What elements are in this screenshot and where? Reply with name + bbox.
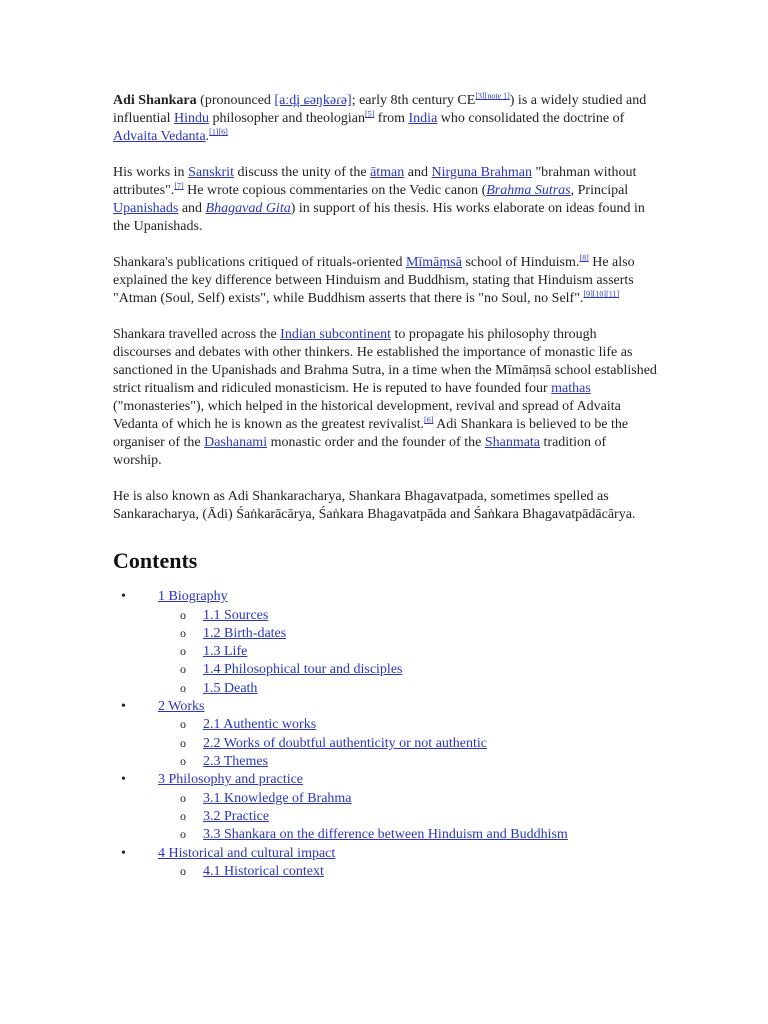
toc-subitem [158,716,658,734]
works-paragraph [113,164,658,236]
text-span: ("monasteries"), which helped in the historical development, revival and spread of Advaita Vedanta of which he is known as the greatest revivalist. [113,399,621,432]
toc-subitem [158,863,658,881]
link-upanishads[interactable]: Upanishads [113,201,179,216]
article-subject: Adi Shankara [113,93,197,108]
text-span: philosopher and theologian [209,111,365,126]
citation-link[interactable]: [8] [579,253,589,263]
text-span: and [178,201,206,216]
text-span: (pronounced [196,93,275,108]
toc-subitem [158,753,658,771]
text-span: school of Hinduism. [461,255,580,270]
link-mimamsa[interactable]: Mīmāṃsā [405,255,462,270]
critique-paragraph [113,254,658,308]
intro-paragraph [113,92,658,146]
toc-subitem [158,790,658,808]
toc-link[interactable]: 3.3 Shankara on the difference between Hinduism and Buddhism [203,827,568,843]
citation-link[interactable]: [7] [174,181,184,191]
toc-sublist [158,863,658,881]
toc-subitem [158,607,658,625]
toc-sublist [158,607,658,698]
aliases-paragraph: He is also known as Adi Shankaracharya, Shankara Bhagavatpada, sometimes spelled as Sankaracharya, (Ādi) Śaṅkarācārya, Śaṅkara Bhagavatpāda and Śaṅkara Bhagavatpādācārya. [113,489,636,522]
article-body [113,92,658,882]
text-span: tradition of worship. [113,435,607,468]
text-span: discuss the unity of the [233,165,371,180]
ipa-link[interactable]: [aːd̪i ɕəŋkəɾə] [274,93,352,108]
toc-link[interactable]: 2.3 Themes [203,754,269,770]
toc-item [113,845,658,882]
toc-subitem [158,680,658,698]
text-span: and [404,165,432,180]
citation-link[interactable]: [9][10][11] [583,289,620,299]
toc-link[interactable]: 2.1 Authentic works [203,717,317,733]
link-text: Brahma Sutras [486,183,571,198]
link-sanskrit[interactable]: Sanskrit [188,165,234,180]
contents-heading: Contents [113,548,198,573]
text-span: to propagate his philosophy through discourses and debates with other thinkers. He established the importance of monastic life as sanctioned in the Upanishads and Brahma Sutra, in a time when the Mīmāṃsā school established strict ritualism and ridiculed monasticism. He is reputed to have founded four [113,327,657,396]
text-span: ) is a widely studied and influential [113,93,647,126]
toc-item [113,588,658,698]
toc-sublist [158,790,658,845]
link-brahma-sutras[interactable] [486,183,570,198]
text-span: ; early 8th century CE [351,93,476,108]
toc-subitem [158,808,658,826]
toc-link[interactable]: 1.2 Birth-dates [203,625,287,641]
toc-subitem [158,826,658,844]
link-indian-subcontinent[interactable]: Indian subcontinent [280,327,391,342]
text-span: He wrote copious commentaries on the Vedic canon ( [183,183,487,198]
text-span: who consolidated the doctrine of [437,111,625,126]
link-india[interactable]: India [408,111,438,126]
citation-link[interactable]: [5] [364,109,375,119]
link-text: Bhagavad Gita [205,201,291,216]
toc-link[interactable]: 1.1 Sources [203,607,269,623]
link-dashanami[interactable]: Dashanami [204,435,268,450]
link-mathas[interactable]: mathas [551,381,591,396]
link-hindu[interactable]: Hindu [174,111,210,126]
text-span: Shankara's publications critiqued of rituals-oriented [113,255,406,270]
text-span: monastic order and the founder of the [267,435,485,450]
toc-link[interactable]: 1.4 Philosophical tour and disciples [203,662,403,678]
toc-subitem [158,735,658,753]
toc-subitem [158,643,658,661]
citation-link[interactable]: [1][6] [209,127,228,137]
toc-item [113,698,658,771]
toc-link[interactable]: 1.3 Life [203,644,248,660]
toc-link[interactable]: 2.2 Works of doubtful authenticity or not authentic [203,735,488,751]
toc-link[interactable]: 2 Works [158,698,205,714]
table-of-contents [113,588,658,882]
text-span: from [374,111,409,126]
link-nirguna-brahman[interactable]: Nirguna Brahman [431,165,532,180]
text-span: Adi Shankara is believed to be the organiser of the [113,417,629,450]
text-span: Shankara travelled across the [113,327,281,342]
citation-link[interactable]: [3][note 1] [475,91,510,101]
link-bhagavad-gita[interactable] [206,201,291,216]
toc-link[interactable]: 4 Historical and cultural impact [158,845,336,861]
citation-link[interactable]: [6] [424,415,434,425]
toc-link[interactable]: 4.1 Historical context [203,864,324,880]
toc-subitem [158,625,658,643]
text-span: "brahman without attributes". [113,165,637,198]
text-span: His works in [113,165,189,180]
toc-item [113,771,658,844]
toc-link[interactable]: 1 Biography [158,589,228,604]
link-atman[interactable]: ātman [370,165,405,180]
toc-subitem [158,661,658,679]
travels-paragraph [113,326,658,470]
text-span: ) in support of his thesis. His works elaborate on ideas found in the Upanishads. [113,201,645,234]
text-span: . [205,129,210,144]
toc-link[interactable]: 3.2 Practice [203,809,270,825]
toc-link[interactable]: 3 Philosophy and practice [158,772,304,788]
text-span: , Principal [570,183,629,198]
text-span: He also explained the key difference between Hinduism and Buddhism, stating that Hinduism asserts "Atman (Soul, Self) exists", while Buddhism asserts that there is "no Soul, no Self". [113,255,635,306]
link-shanmata[interactable]: Shanmata [484,435,541,450]
toc-link[interactable]: 1.5 Death [203,680,258,696]
link-advaita-vedanta[interactable]: Advaita Vedanta [113,129,206,144]
toc-link[interactable]: 3.1 Knowledge of Brahma [203,790,352,806]
toc-sublist [158,716,658,771]
